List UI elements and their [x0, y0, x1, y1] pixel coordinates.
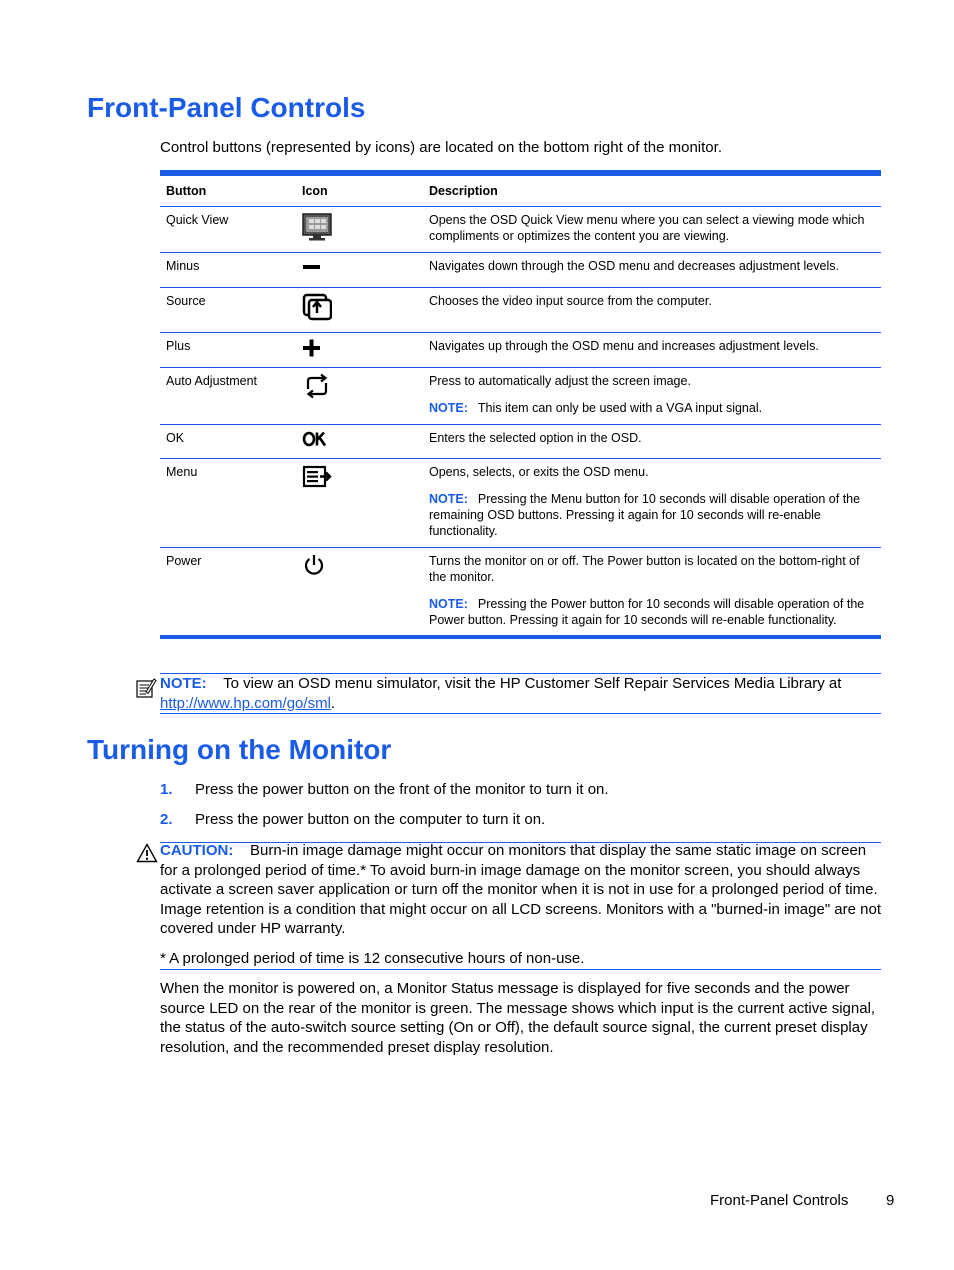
note-text: Pressing the Power button for 10 seconds will disable operation of the Power button. Pressing it again for 10 seconds will re-enable functionality. [429, 597, 865, 627]
table-row [160, 252, 881, 287]
power-icon [302, 553, 326, 579]
footer-section: Front-Panel Controls [710, 1192, 849, 1209]
row-description: Turns the monitor on or off. The Power button is located on the bottom-right of the monitor. [429, 554, 860, 584]
button-name: Auto Adjustment [166, 374, 258, 388]
source-icon [302, 293, 332, 321]
row-description: Navigates up through the OSD menu and increases adjustment levels. [429, 339, 819, 353]
button-name: Plus [166, 339, 191, 353]
caution-icon [136, 843, 158, 863]
ok-icon [302, 430, 330, 448]
note-label: NOTE: [160, 675, 207, 692]
page-title: Front-Panel Controls [87, 92, 366, 123]
note-text: Pressing the Menu button for 10 seconds will disable operation of the remaining OSD buttons. Pressing it again for 10 seconds will re-enable functionality. [429, 492, 861, 538]
footnote: * A prolonged period of time is 12 consecutive hours of non-use. [160, 950, 585, 967]
step-text: Press the power button on the computer to turn it on. [195, 811, 546, 828]
note-block [160, 674, 880, 713]
header-description: Description [429, 184, 498, 198]
divider [160, 969, 881, 970]
button-name: Menu [166, 465, 198, 479]
row-description: Press to automatically adjust the screen image. [429, 374, 691, 388]
note-label: NOTE: [429, 401, 468, 415]
note-label: NOTE: [429, 492, 468, 506]
row-description: Enters the selected option in the OSD. [429, 431, 642, 445]
minus-icon [302, 258, 322, 274]
step-text: Press the power button on the front of the monitor to turn it on. [195, 781, 609, 798]
controls-table [160, 170, 881, 639]
auto-adjust-icon [302, 373, 332, 399]
button-name: Source [166, 294, 206, 308]
list-item [160, 780, 880, 800]
table-row [160, 424, 881, 458]
row-note [429, 491, 877, 539]
intro-text: Control buttons (represented by icons) are located on the bottom right of the monitor. [160, 139, 722, 156]
caution-label: CAUTION: [160, 842, 234, 859]
row-description: Opens the OSD Quick View menu where you can select a viewing mode which compliments or optimizes the content you are viewing. [429, 213, 865, 243]
table-header [160, 176, 881, 206]
note-icon [135, 677, 157, 699]
table-row [160, 206, 881, 252]
button-name: Power [166, 554, 202, 568]
table-row [160, 287, 881, 332]
note-end: . [330, 694, 336, 712]
page-number: 9 [886, 1192, 895, 1209]
caution-block [160, 841, 882, 939]
header-button: Button [166, 184, 207, 198]
row-description: Navigates down through the OSD menu and decreases adjustment levels. [429, 259, 839, 273]
caution-text: Burn-in image damage might occur on monitors that display the same static image on screen for a prolonged period of time.* To avoid burn-in image damage on the monitor screen, you should always activate a screen saver application or turn off the monitor when it is not in use for a prolonged period of time. Image retention is a condition that might occur on all LCD screens. Monitors with a "burned-in image" are not covered under HP warranty. [160, 842, 882, 937]
table-row [160, 367, 881, 424]
button-name: Minus [166, 259, 200, 273]
button-name: Quick View [166, 213, 229, 227]
list-item [160, 810, 880, 830]
header-icon: Icon [302, 184, 328, 198]
plus-icon [302, 338, 322, 358]
note-label: NOTE: [429, 597, 468, 611]
step-number: 2. [160, 811, 173, 828]
button-name: OK [166, 431, 185, 445]
row-note [429, 596, 877, 628]
note-text: To view an OSD menu simulator, visit the HP Customer Self Repair Services Media Library at [223, 675, 842, 692]
table-row [160, 547, 881, 635]
body-paragraph: When the monitor is powered on, a Monitor Status message is displayed for five seconds and the power source LED on the rear of the monitor is green. The message shows which input is the current active signal, the status of the auto-switch source setting (On or Off), the default source signal, the current preset display resolution, and the recommended preset display resolution. [160, 980, 876, 1056]
table-row [160, 332, 881, 367]
section-title: Turning on the Monitor [87, 734, 392, 765]
row-description: Chooses the video input source from the computer. [429, 294, 712, 308]
quick-view-icon [300, 212, 334, 242]
divider [160, 713, 881, 714]
table-row [160, 458, 881, 547]
row-note [429, 400, 877, 416]
row-description: Opens, selects, or exits the OSD menu. [429, 465, 649, 479]
menu-icon [302, 464, 332, 490]
step-number: 1. [160, 781, 173, 798]
hp-sml-link[interactable]: http://www.hp.com/go/sml [160, 694, 331, 712]
note-text: This item can only be used with a VGA input signal. [477, 401, 763, 415]
